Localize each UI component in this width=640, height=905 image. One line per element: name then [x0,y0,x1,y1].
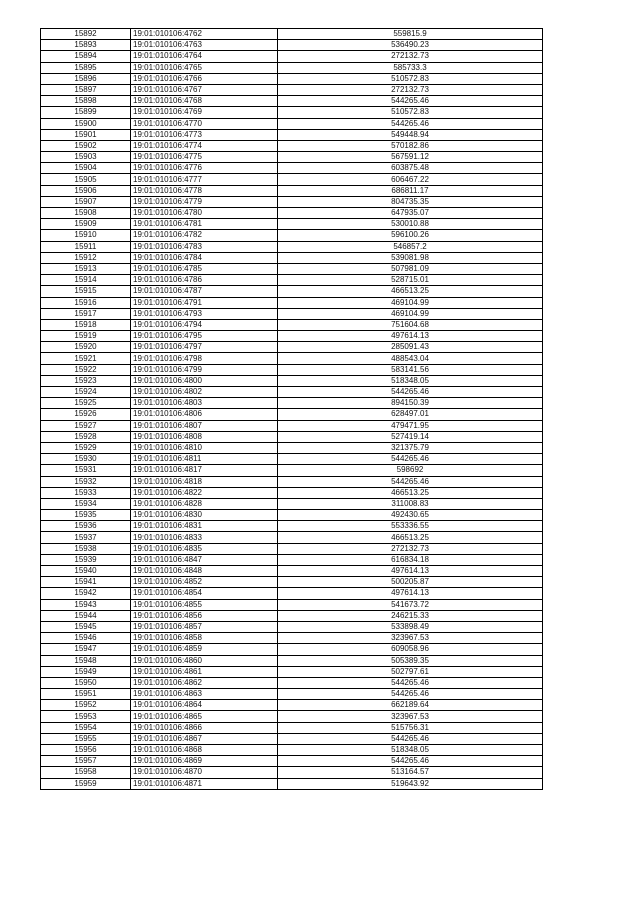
row-number-cell: 15910 [41,230,131,241]
table-row [41,756,543,767]
value-cell: 497614.13 [278,588,543,599]
cadastral-number-cell: 19:01:010106:4862 [131,677,278,688]
row-number-cell: 15928 [41,431,131,442]
row-number-cell: 15948 [41,655,131,666]
table-row [41,487,543,498]
table-row [41,543,543,554]
value-cell: 559815.9 [278,29,543,40]
cadastral-number-cell: 19:01:010106:4780 [131,208,278,219]
value-cell: 606467.22 [278,174,543,185]
value-cell: 570182.86 [278,140,543,151]
table-row [41,442,543,453]
row-number-cell: 15939 [41,554,131,565]
table-row [41,219,543,230]
value-cell: 466513.25 [278,487,543,498]
table-row [41,454,543,465]
row-number-cell: 15958 [41,767,131,778]
table-body [41,29,543,790]
row-number-cell: 15946 [41,633,131,644]
value-cell: 603875.48 [278,163,543,174]
value-cell: 686811.17 [278,185,543,196]
cadastral-number-cell: 19:01:010106:4807 [131,420,278,431]
value-cell: 488543.04 [278,353,543,364]
value-cell: 804735.35 [278,196,543,207]
value-cell: 544265.46 [278,476,543,487]
table-row [41,700,543,711]
row-number-cell: 15892 [41,29,131,40]
value-cell: 479471.95 [278,420,543,431]
row-number-cell: 15954 [41,722,131,733]
cadastral-number-cell: 19:01:010106:4854 [131,588,278,599]
table-row [41,498,543,509]
row-number-cell: 15911 [41,241,131,252]
table-row [41,577,543,588]
row-number-cell: 15895 [41,62,131,73]
table-row [41,51,543,62]
row-number-cell: 15956 [41,745,131,756]
cadastral-number-cell: 19:01:010106:4775 [131,152,278,163]
row-number-cell: 15950 [41,677,131,688]
row-number-cell: 15936 [41,521,131,532]
table-row [41,521,543,532]
table-row [41,342,543,353]
row-number-cell: 15900 [41,118,131,129]
row-number-cell: 15933 [41,487,131,498]
value-cell: 544265.46 [278,677,543,688]
row-number-cell: 15908 [41,208,131,219]
cadastral-number-cell: 19:01:010106:4856 [131,610,278,621]
value-cell: 311008.83 [278,498,543,509]
row-number-cell: 15940 [41,566,131,577]
cadastral-number-cell: 19:01:010106:4798 [131,353,278,364]
cadastral-number-cell: 19:01:010106:4818 [131,476,278,487]
cadastral-number-cell: 19:01:010106:4806 [131,409,278,420]
row-number-cell: 15927 [41,420,131,431]
row-number-cell: 15914 [41,275,131,286]
table-row [41,588,543,599]
table-row [41,666,543,677]
value-cell: 536490.23 [278,40,543,51]
value-cell: 321375.79 [278,442,543,453]
table-row [41,152,543,163]
row-number-cell: 15919 [41,331,131,342]
value-cell: 510572.83 [278,73,543,84]
cadastral-number-cell: 19:01:010106:4830 [131,510,278,521]
row-number-cell: 15921 [41,353,131,364]
value-cell: 751604.68 [278,319,543,330]
value-cell: 539081.98 [278,252,543,263]
table-row [41,655,543,666]
table-row [41,398,543,409]
value-cell: 527419.14 [278,431,543,442]
value-cell: 500205.87 [278,577,543,588]
table-row [41,84,543,95]
cadastral-number-cell: 19:01:010106:4810 [131,442,278,453]
cadastral-number-cell: 19:01:010106:4871 [131,778,278,789]
cadastral-number-cell: 19:01:010106:4855 [131,599,278,610]
table-row [41,364,543,375]
value-cell: 549448.94 [278,129,543,140]
table-row [41,140,543,151]
cadastral-number-cell: 19:01:010106:4864 [131,700,278,711]
row-number-cell: 15903 [41,152,131,163]
value-cell: 894150.39 [278,398,543,409]
value-cell: 541673.72 [278,599,543,610]
cadastral-number-cell: 19:01:010106:4799 [131,364,278,375]
cadastral-number-cell: 19:01:010106:4784 [131,252,278,263]
value-cell: 647935.07 [278,208,543,219]
row-number-cell: 15899 [41,107,131,118]
table-row [41,465,543,476]
table-row [41,230,543,241]
cadastral-number-cell: 19:01:010106:4802 [131,387,278,398]
row-number-cell: 15913 [41,263,131,274]
value-cell: 544265.46 [278,733,543,744]
cadastral-number-cell: 19:01:010106:4769 [131,107,278,118]
value-cell: 513164.57 [278,767,543,778]
value-cell: 272132.73 [278,543,543,554]
value-cell: 544265.46 [278,387,543,398]
cadastral-number-cell: 19:01:010106:4765 [131,62,278,73]
table-row [41,118,543,129]
cadastral-number-cell: 19:01:010106:4857 [131,621,278,632]
table-row [41,387,543,398]
cadastral-number-cell: 19:01:010106:4800 [131,375,278,386]
value-cell: 497614.13 [278,331,543,342]
cadastral-number-cell: 19:01:010106:4835 [131,543,278,554]
value-cell: 285091.43 [278,342,543,353]
value-cell: 616834.18 [278,554,543,565]
value-cell: 530010.88 [278,219,543,230]
row-number-cell: 15923 [41,375,131,386]
table-row [41,185,543,196]
cadastral-number-cell: 19:01:010106:4848 [131,566,278,577]
value-cell: 466513.25 [278,532,543,543]
row-number-cell: 15902 [41,140,131,151]
cadastral-number-cell: 19:01:010106:4822 [131,487,278,498]
row-number-cell: 15896 [41,73,131,84]
value-cell: 510572.83 [278,107,543,118]
cadastral-number-cell: 19:01:010106:4774 [131,140,278,151]
cadastral-value-table [40,28,543,790]
row-number-cell: 15949 [41,666,131,677]
value-cell: 598692 [278,465,543,476]
table-row [41,208,543,219]
table-row [41,107,543,118]
table-row [41,73,543,84]
row-number-cell: 15934 [41,498,131,509]
cadastral-number-cell: 19:01:010106:4811 [131,454,278,465]
row-number-cell: 15898 [41,96,131,107]
table-row [41,644,543,655]
cadastral-number-cell: 19:01:010106:4852 [131,577,278,588]
cadastral-number-cell: 19:01:010106:4858 [131,633,278,644]
value-cell: 662189.64 [278,700,543,711]
cadastral-number-cell: 19:01:010106:4786 [131,275,278,286]
row-number-cell: 15947 [41,644,131,655]
table-row [41,767,543,778]
cadastral-number-cell: 19:01:010106:4782 [131,230,278,241]
value-cell: 246215.33 [278,610,543,621]
row-number-cell: 15922 [41,364,131,375]
value-cell: 502797.61 [278,666,543,677]
cadastral-number-cell: 19:01:010106:4833 [131,532,278,543]
row-number-cell: 15935 [41,510,131,521]
row-number-cell: 15951 [41,689,131,700]
table-row [41,633,543,644]
row-number-cell: 15924 [41,387,131,398]
row-number-cell: 15893 [41,40,131,51]
cadastral-number-cell: 19:01:010106:4762 [131,29,278,40]
row-number-cell: 15932 [41,476,131,487]
table-row [41,129,543,140]
cadastral-number-cell: 19:01:010106:4764 [131,51,278,62]
table-row [41,275,543,286]
row-number-cell: 15917 [41,308,131,319]
value-cell: 596100.26 [278,230,543,241]
table-row [41,409,543,420]
row-number-cell: 15945 [41,621,131,632]
table-row [41,599,543,610]
row-number-cell: 15944 [41,610,131,621]
cadastral-number-cell: 19:01:010106:4868 [131,745,278,756]
cadastral-number-cell: 19:01:010106:4791 [131,297,278,308]
cadastral-number-cell: 19:01:010106:4867 [131,733,278,744]
row-number-cell: 15943 [41,599,131,610]
row-number-cell: 15905 [41,174,131,185]
table-row [41,241,543,252]
value-cell: 544265.46 [278,118,543,129]
cadastral-number-cell: 19:01:010106:4766 [131,73,278,84]
table-row [41,308,543,319]
table-row [41,476,543,487]
value-cell: 497614.13 [278,566,543,577]
table-row [41,566,543,577]
value-cell: 507981.09 [278,263,543,274]
row-number-cell: 15957 [41,756,131,767]
row-number-cell: 15906 [41,185,131,196]
row-number-cell: 15925 [41,398,131,409]
table-row [41,252,543,263]
cadastral-number-cell: 19:01:010106:4859 [131,644,278,655]
row-number-cell: 15952 [41,700,131,711]
value-cell: 272132.73 [278,51,543,62]
table-row [41,510,543,521]
cadastral-number-cell: 19:01:010106:4831 [131,521,278,532]
cadastral-number-cell: 19:01:010106:4866 [131,722,278,733]
value-cell: 492430.65 [278,510,543,521]
table-row [41,532,543,543]
cadastral-number-cell: 19:01:010106:4795 [131,331,278,342]
table-row [41,733,543,744]
row-number-cell: 15904 [41,163,131,174]
row-number-cell: 15907 [41,196,131,207]
cadastral-number-cell: 19:01:010106:4865 [131,711,278,722]
table-row [41,431,543,442]
value-cell: 544265.46 [278,96,543,107]
value-cell: 609058.96 [278,644,543,655]
table-row [41,722,543,733]
row-number-cell: 15942 [41,588,131,599]
value-cell: 272132.73 [278,84,543,95]
cadastral-number-cell: 19:01:010106:4763 [131,40,278,51]
value-cell: 518348.05 [278,745,543,756]
cadastral-number-cell: 19:01:010106:4783 [131,241,278,252]
cadastral-number-cell: 19:01:010106:4794 [131,319,278,330]
cadastral-number-cell: 19:01:010106:4828 [131,498,278,509]
value-cell: 567591.12 [278,152,543,163]
cadastral-number-cell: 19:01:010106:4797 [131,342,278,353]
table-row [41,353,543,364]
value-cell: 585733.3 [278,62,543,73]
value-cell: 528715.01 [278,275,543,286]
table-row [41,554,543,565]
cadastral-number-cell: 19:01:010106:4869 [131,756,278,767]
cadastral-number-cell: 19:01:010106:4861 [131,666,278,677]
table-row [41,29,543,40]
cadastral-number-cell: 19:01:010106:4870 [131,767,278,778]
value-cell: 628497.01 [278,409,543,420]
row-number-cell: 15920 [41,342,131,353]
cadastral-number-cell: 19:01:010106:4787 [131,286,278,297]
cadastral-number-cell: 19:01:010106:4860 [131,655,278,666]
value-cell: 583141.56 [278,364,543,375]
cadastral-number-cell: 19:01:010106:4785 [131,263,278,274]
cadastral-number-cell: 19:01:010106:4781 [131,219,278,230]
value-cell: 519643.92 [278,778,543,789]
value-cell: 533898.49 [278,621,543,632]
cadastral-number-cell: 19:01:010106:4863 [131,689,278,700]
table-row [41,319,543,330]
cadastral-number-cell: 19:01:010106:4808 [131,431,278,442]
table-row [41,745,543,756]
cadastral-number-cell: 19:01:010106:4847 [131,554,278,565]
value-cell: 553336.55 [278,521,543,532]
table-row [41,778,543,789]
row-number-cell: 15955 [41,733,131,744]
row-number-cell: 15931 [41,465,131,476]
row-number-cell: 15915 [41,286,131,297]
value-cell: 544265.46 [278,756,543,767]
row-number-cell: 15953 [41,711,131,722]
row-number-cell: 15897 [41,84,131,95]
value-cell: 323967.53 [278,711,543,722]
row-number-cell: 15959 [41,778,131,789]
table-row [41,420,543,431]
cadastral-number-cell: 19:01:010106:4803 [131,398,278,409]
row-number-cell: 15912 [41,252,131,263]
value-cell: 544265.46 [278,454,543,465]
cadastral-number-cell: 19:01:010106:4793 [131,308,278,319]
row-number-cell: 15918 [41,319,131,330]
table-row [41,286,543,297]
value-cell: 544265.46 [278,689,543,700]
row-number-cell: 15916 [41,297,131,308]
cadastral-number-cell: 19:01:010106:4777 [131,174,278,185]
row-number-cell: 15926 [41,409,131,420]
cadastral-number-cell: 19:01:010106:4778 [131,185,278,196]
table-row [41,40,543,51]
table-row [41,96,543,107]
value-cell: 469104.99 [278,308,543,319]
cadastral-number-cell: 19:01:010106:4767 [131,84,278,95]
table-row [41,621,543,632]
row-number-cell: 15909 [41,219,131,230]
cadastral-number-cell: 19:01:010106:4776 [131,163,278,174]
table-row [41,196,543,207]
table-row [41,711,543,722]
value-cell: 466513.25 [278,286,543,297]
row-number-cell: 15930 [41,454,131,465]
value-cell: 505389.35 [278,655,543,666]
value-cell: 546857.2 [278,241,543,252]
row-number-cell: 15901 [41,129,131,140]
table-row [41,263,543,274]
cadastral-number-cell: 19:01:010106:4770 [131,118,278,129]
table-row [41,297,543,308]
table-row [41,610,543,621]
row-number-cell: 15894 [41,51,131,62]
row-number-cell: 15937 [41,532,131,543]
value-cell: 515756.31 [278,722,543,733]
cadastral-number-cell: 19:01:010106:4779 [131,196,278,207]
cadastral-number-cell: 19:01:010106:4773 [131,129,278,140]
value-cell: 469104.99 [278,297,543,308]
table-row [41,677,543,688]
row-number-cell: 15929 [41,442,131,453]
table-row [41,689,543,700]
value-cell: 518348.05 [278,375,543,386]
value-cell: 323967.53 [278,633,543,644]
table-row [41,174,543,185]
cadastral-number-cell: 19:01:010106:4768 [131,96,278,107]
row-number-cell: 15938 [41,543,131,554]
cadastral-number-cell: 19:01:010106:4817 [131,465,278,476]
table-row [41,375,543,386]
table-row [41,331,543,342]
row-number-cell: 15941 [41,577,131,588]
table-row [41,62,543,73]
table-row [41,163,543,174]
